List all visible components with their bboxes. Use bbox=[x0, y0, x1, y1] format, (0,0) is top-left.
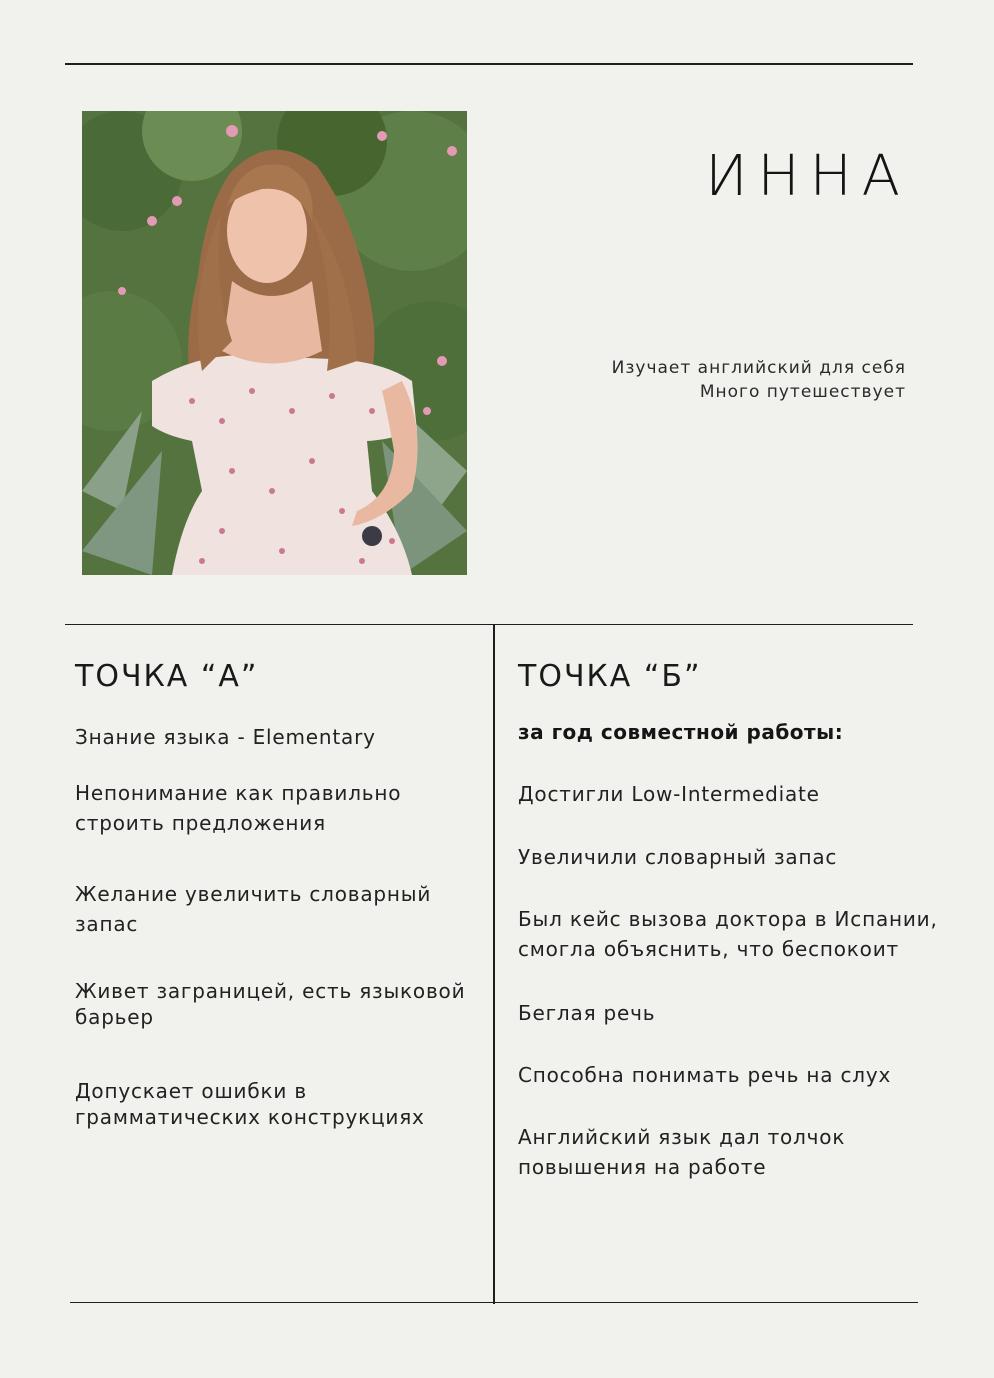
about-block bbox=[612, 356, 906, 404]
point-b-item: Был кейс вызова доктора в Испании, смогла объяснить, что беспокоит bbox=[518, 907, 938, 961]
column-divider bbox=[493, 624, 495, 1304]
person-name: ИННА bbox=[705, 144, 910, 209]
about-line-2: Много путешествует bbox=[699, 382, 906, 402]
point-b-item: Увеличили словарный запас bbox=[518, 845, 838, 869]
point-a-item: Желание увеличить словарный запас bbox=[75, 882, 432, 936]
point-a-item: Непонимание как правильно строить предложения bbox=[75, 781, 402, 835]
point-a-title: ТОЧКА “А” bbox=[75, 659, 259, 694]
point-a-item: Допускает ошибки в грамматических конструкциях bbox=[75, 1079, 425, 1129]
point-b-subtitle: за год совместной работы: bbox=[518, 720, 844, 744]
point-b-item: Способна понимать речь на слух bbox=[518, 1063, 892, 1087]
top-divider bbox=[65, 63, 913, 65]
point-b-title: ТОЧКА “Б” bbox=[518, 659, 702, 694]
bottom-divider bbox=[70, 1302, 918, 1303]
about-line-1: Изучает английский для себя bbox=[611, 358, 906, 378]
profile-photo bbox=[82, 111, 467, 575]
point-b-item: Беглая речь bbox=[518, 1001, 656, 1025]
point-a-item: Знание языка - Elementary bbox=[75, 725, 376, 749]
point-b-item: Достигли Low-Intermediate bbox=[518, 782, 820, 806]
point-a-item: Живет заграницей, есть языковой барьер bbox=[75, 979, 466, 1029]
middle-divider bbox=[65, 624, 913, 625]
point-b-item: Английский язык дал толчок повышения на работе bbox=[518, 1125, 846, 1179]
